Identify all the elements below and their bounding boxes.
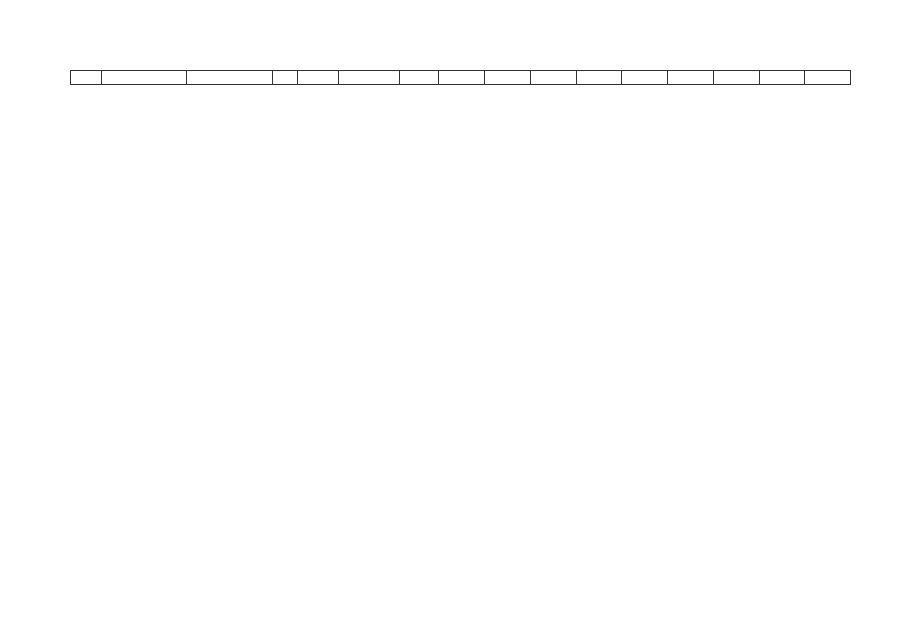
column-header — [805, 71, 851, 85]
column-header — [298, 71, 339, 85]
column-header — [102, 71, 187, 85]
column-header — [187, 71, 273, 85]
column-header — [577, 71, 622, 85]
column-header — [531, 71, 577, 85]
header-row — [71, 71, 851, 85]
column-header — [714, 71, 760, 85]
column-header — [71, 71, 102, 85]
column-header — [668, 71, 714, 85]
budget-table — [70, 70, 851, 85]
column-header — [273, 71, 298, 85]
column-header — [760, 71, 805, 85]
column-header — [439, 71, 485, 85]
column-header — [485, 71, 531, 85]
column-header — [339, 71, 400, 85]
column-header — [400, 71, 439, 85]
column-header — [622, 71, 668, 85]
